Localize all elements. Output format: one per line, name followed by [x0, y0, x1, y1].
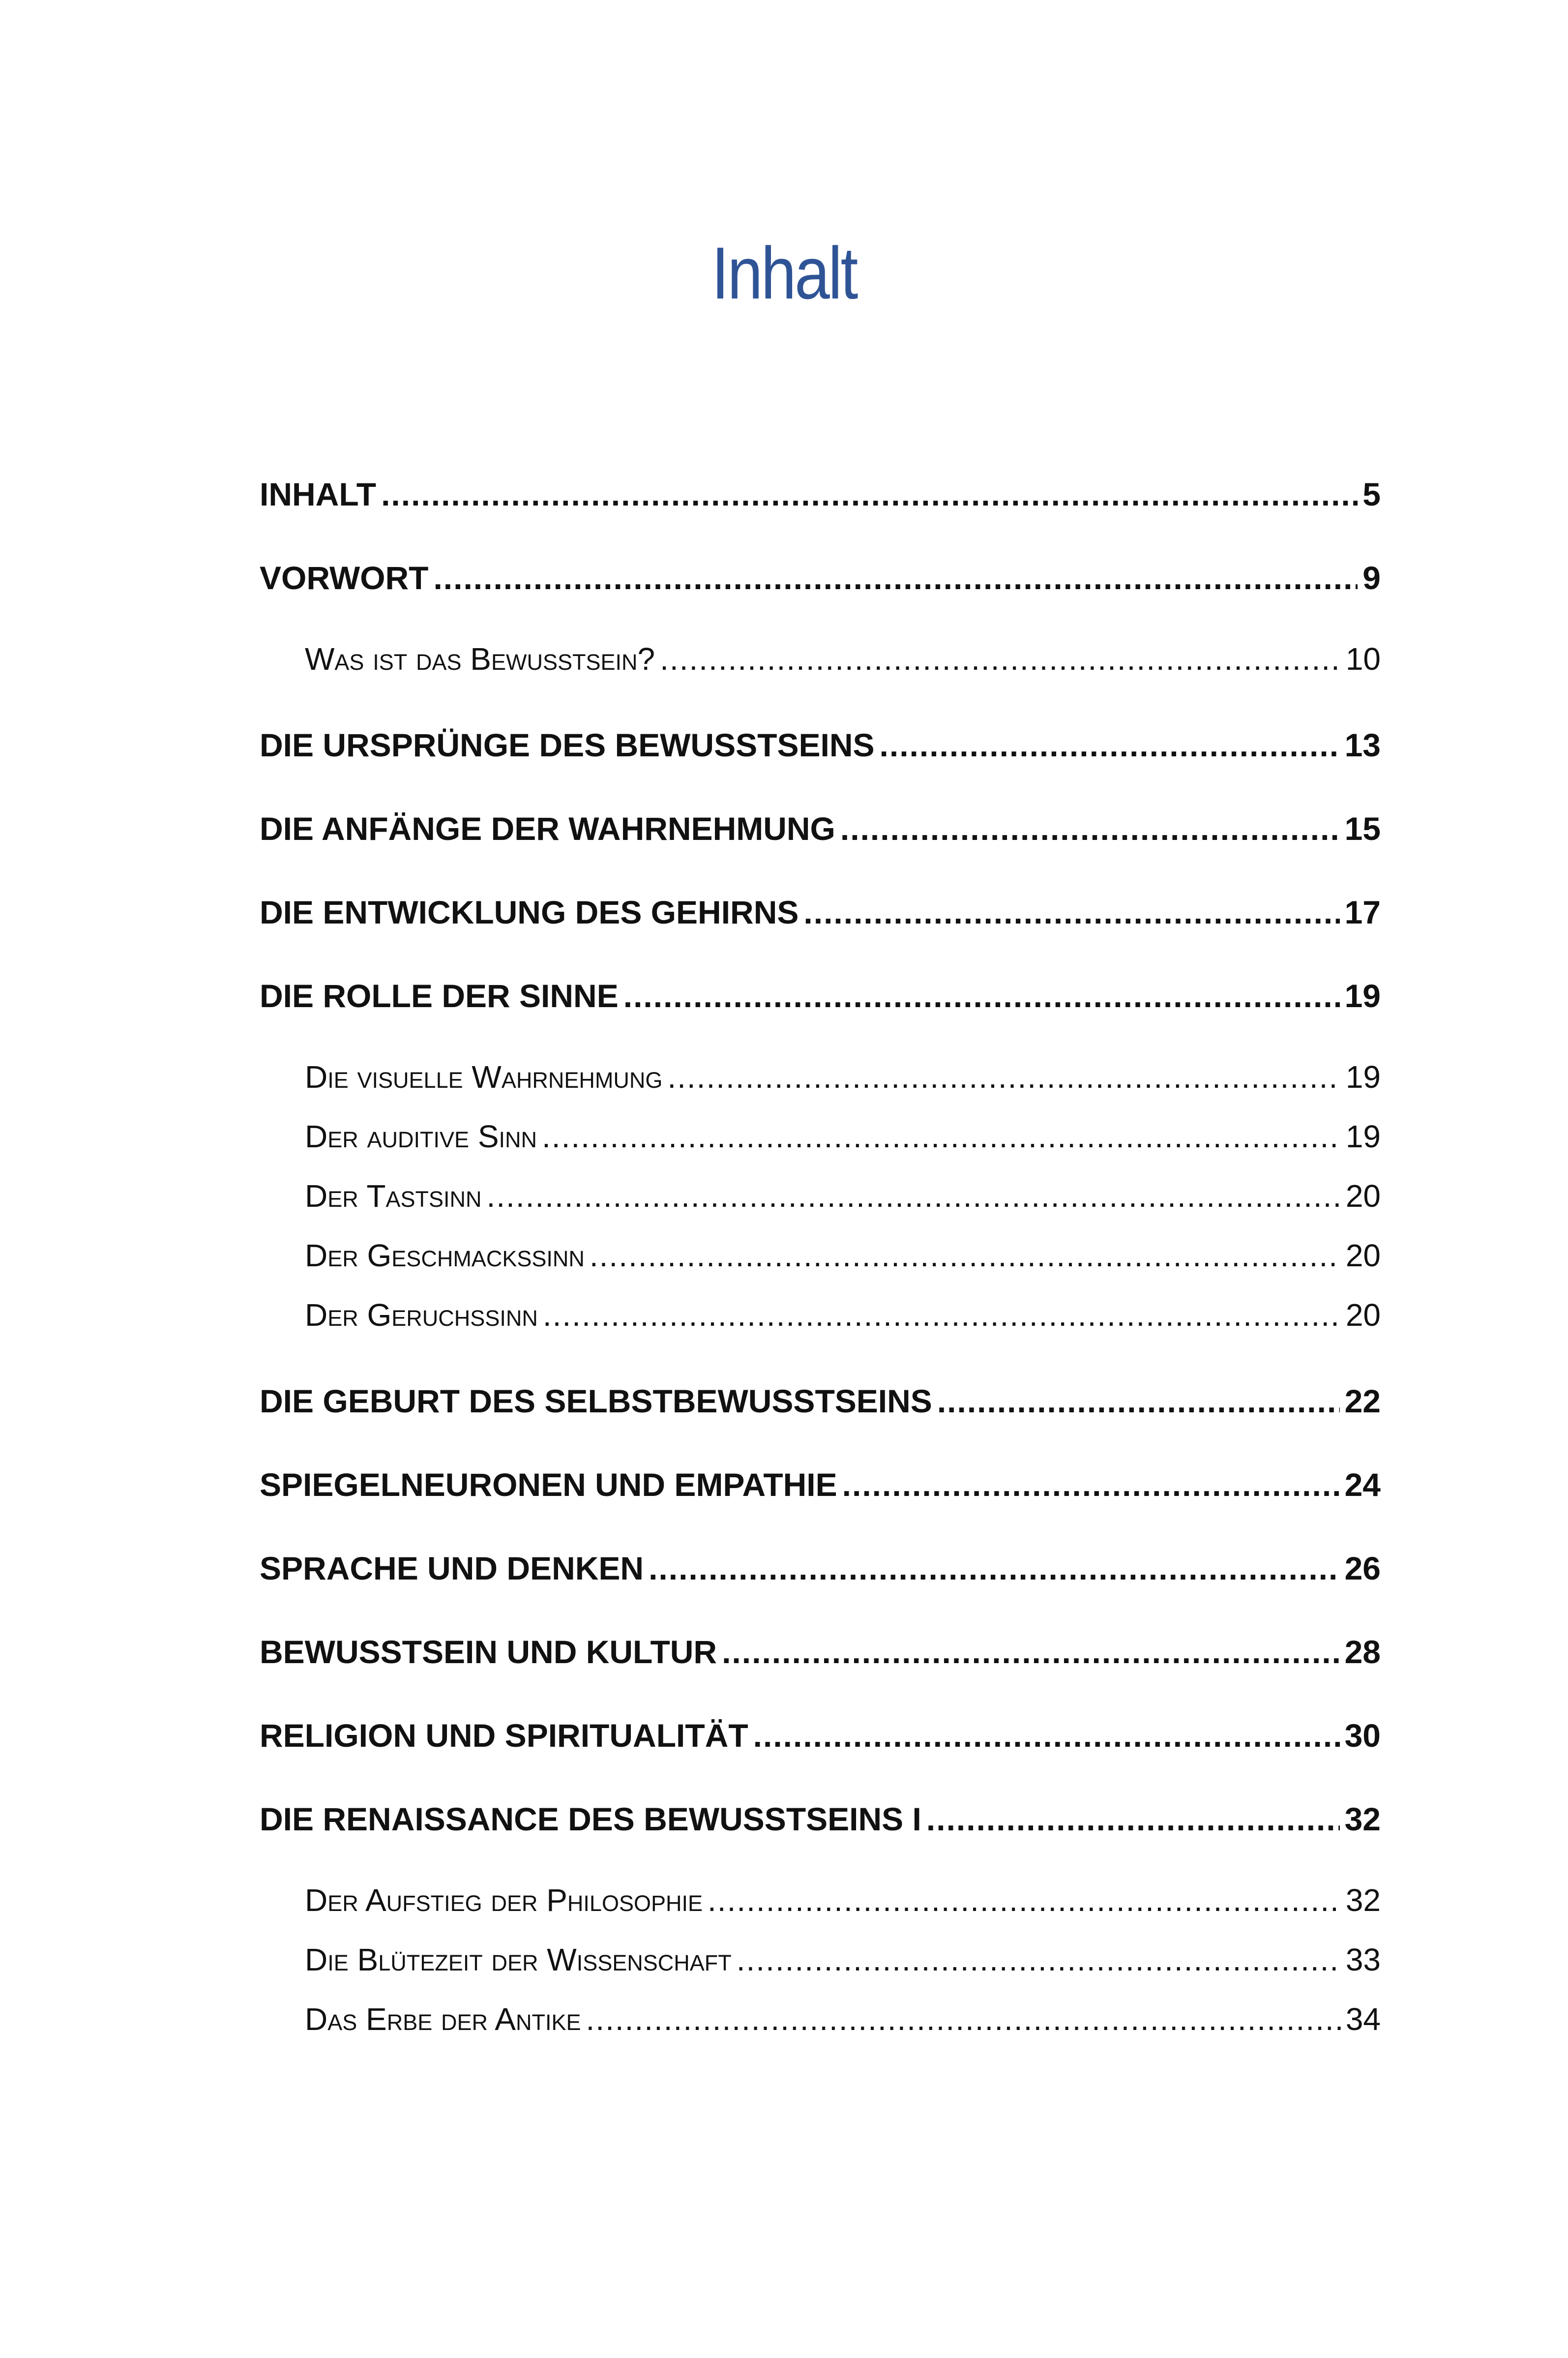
toc-entry-label: DIE ANFÄNGE DER WAHRNEHMUNG [260, 810, 835, 847]
toc-entry-page: 22 [1344, 1383, 1381, 1419]
toc-subentry[interactable] [260, 639, 1381, 723]
dot-leader [737, 1940, 1341, 1979]
toc-entry-label: Was ist das Bewusstsein? [305, 641, 655, 677]
toc-entry-label: Die Blütezeit der Wissenschaft [305, 1942, 732, 1977]
toc-entry[interactable] [260, 890, 1381, 974]
toc-entry[interactable] [260, 1546, 1381, 1630]
toc-entry-page: 19 [1345, 1059, 1381, 1095]
dot-leader [722, 1630, 1339, 1674]
toc-entry-page: 33 [1345, 1942, 1381, 1977]
toc-subentry[interactable] [260, 2000, 1381, 2059]
toc-entry-label: DIE URSPRÜNGE DES BEWUSSTSEINS [260, 727, 875, 763]
toc-entry[interactable] [260, 1797, 1381, 1880]
toc-entry-page: 32 [1345, 1882, 1381, 1918]
toc-entry[interactable] [260, 723, 1381, 806]
dot-leader [543, 1295, 1341, 1335]
toc-entry-label: VORWORT [260, 560, 429, 596]
page-title: Inhalt [711, 232, 857, 314]
toc-entry-page: 20 [1345, 1297, 1381, 1333]
dot-leader [937, 1379, 1340, 1423]
dot-leader [880, 723, 1340, 767]
toc-entry-page: 30 [1344, 1717, 1381, 1754]
toc-entry-page: 28 [1344, 1634, 1381, 1670]
dot-leader [660, 639, 1341, 679]
toc-entry[interactable] [260, 806, 1381, 890]
dot-leader [753, 1713, 1340, 1758]
toc-entry-label: Der Tastsinn [305, 1178, 482, 1214]
dot-leader [381, 472, 1358, 516]
toc-entry-page: 19 [1344, 978, 1381, 1014]
dot-leader [708, 1880, 1341, 1920]
toc-entry-label: DIE ROLLE DER SINNE [260, 978, 619, 1014]
toc-entry[interactable] [260, 974, 1381, 1057]
toc-entry[interactable] [260, 1713, 1381, 1797]
dot-leader [840, 806, 1340, 851]
toc-entry-page: 15 [1344, 810, 1381, 847]
toc-entry-label: Der Aufstieg der Philosophie [305, 1882, 703, 1918]
toc-entry-label: Der auditive Sinn [305, 1119, 537, 1154]
dot-leader [842, 1463, 1340, 1507]
toc-entry-page: 26 [1344, 1550, 1381, 1586]
toc-subentry[interactable] [260, 1236, 1381, 1295]
toc-subentry[interactable] [260, 1117, 1381, 1176]
dot-leader [623, 974, 1340, 1018]
toc-subentry[interactable] [260, 1295, 1381, 1379]
toc-entry-page: 17 [1344, 894, 1381, 930]
toc-entry-page: 32 [1344, 1801, 1381, 1837]
toc-entry-label: SPRACHE UND DENKEN [260, 1550, 644, 1586]
dot-leader [486, 1176, 1340, 1216]
dot-leader [926, 1797, 1340, 1841]
toc-entry[interactable] [260, 1463, 1381, 1546]
toc-entry-page: 5 [1362, 476, 1381, 512]
toc-entry[interactable] [260, 1630, 1381, 1713]
toc-subentry[interactable] [260, 1940, 1381, 2000]
dot-leader [590, 1236, 1341, 1275]
toc-entry[interactable] [260, 472, 1381, 556]
toc-entry-page: 34 [1345, 2001, 1381, 2037]
dot-leader [542, 1117, 1341, 1156]
toc-subentry[interactable] [260, 1880, 1381, 1940]
toc-entry-page: 9 [1362, 560, 1381, 596]
toc-entry-label: BEWUSSTSEIN UND KULTUR [260, 1634, 717, 1670]
dot-leader [586, 2000, 1341, 2039]
toc-entry-label: DIE GEBURT DES SELBSTBEWUSSTSEINS [260, 1383, 932, 1419]
toc-entry-label: INHALT [260, 476, 377, 512]
toc-entry-label: Der Geschmackssinn [305, 1238, 585, 1273]
toc-entry-page: 13 [1344, 727, 1381, 763]
toc-entry[interactable] [260, 1379, 1381, 1463]
toc-entry-label: SPIEGELNEURONEN UND EMPATHIE [260, 1466, 837, 1503]
toc-entry-page: 10 [1345, 641, 1381, 677]
toc-subentry[interactable] [260, 1057, 1381, 1117]
dot-leader [667, 1057, 1340, 1097]
toc-entry-label: DIE ENTWICKLUNG DES GEHIRNS [260, 894, 799, 930]
toc-entry-label: DIE RENAISSANCE DES BEWUSSTSEINS I [260, 1801, 921, 1837]
toc-entry-label: Die visuelle Wahrnehmung [305, 1059, 663, 1095]
dot-leader [803, 890, 1339, 934]
table-of-contents [260, 472, 1381, 2059]
dot-leader [649, 1546, 1340, 1590]
toc-entry[interactable] [260, 556, 1381, 639]
toc-subentry[interactable] [260, 1176, 1381, 1236]
toc-entry-label: RELIGION UND SPIRITUALITÄT [260, 1717, 748, 1754]
toc-entry-page: 20 [1345, 1238, 1381, 1273]
toc-entry-page: 19 [1345, 1119, 1381, 1154]
dot-leader [433, 556, 1358, 600]
toc-entry-label: Der Geruchssinn [305, 1297, 538, 1333]
toc-entry-page: 20 [1345, 1178, 1381, 1214]
toc-entry-page: 24 [1344, 1466, 1381, 1503]
toc-entry-label: Das Erbe der Antike [305, 2001, 581, 2037]
